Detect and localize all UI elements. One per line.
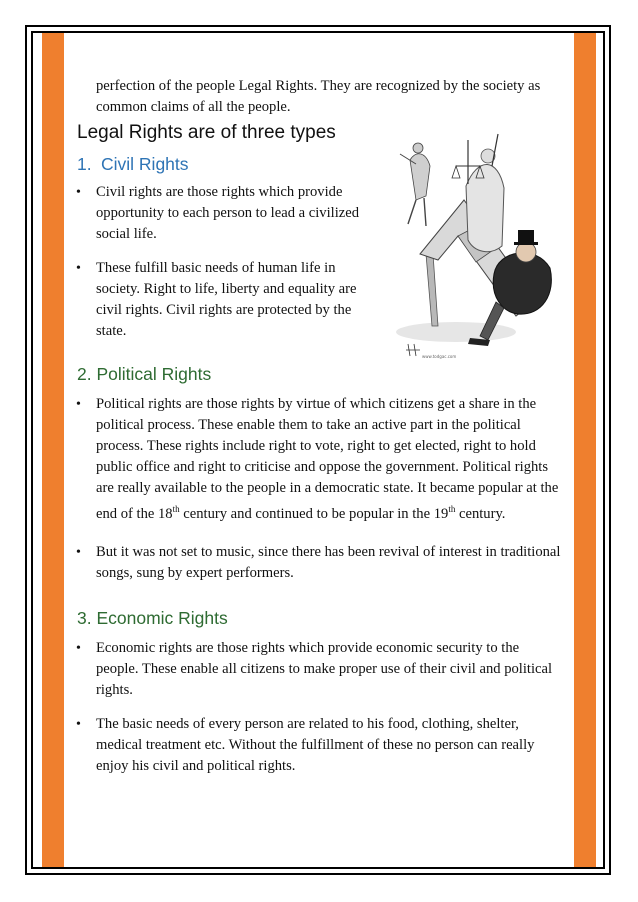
political-bullet-2-text: But it was not set to music, since there has been revival of interest in traditional songs, sung by expert performers. <box>96 544 561 581</box>
political-bullet-2 <box>76 542 564 584</box>
ordinal-suffix: th <box>172 504 180 514</box>
illustration-credit: www.todgac.com <box>422 354 457 359</box>
political-bullet-1-text-c: century. <box>455 505 506 522</box>
bullet-dot: • <box>76 397 81 412</box>
left-orange-stripe <box>42 33 64 867</box>
civil-bullet-2-text: These fulfill basic needs of human life in society. Right to life, liberty and equality are civil rights. Civil rights are protected by the state. <box>96 260 357 339</box>
economic-bullet-2 <box>76 714 564 777</box>
civil-bullet-1-text: Civil rights are those rights which provide opportunity to each person to lead a civilized social life. <box>96 184 360 242</box>
right-orange-stripe <box>574 33 596 867</box>
economic-bullet-2-text: The basic needs of every person are related to his food, clothing, shelter, medical treatment etc. Without the fulfillment of these no person can really enjoy his civil and political rights. <box>96 716 535 774</box>
economic-rights-heading: 3. Economic Rights <box>77 608 228 628</box>
civil-rights-title: Civil Rights <box>101 154 189 174</box>
civil-bullet-1 <box>76 182 374 245</box>
bullet-dot: • <box>76 641 81 656</box>
main-heading: Legal Rights are of three types <box>77 122 336 143</box>
civil-bullet-2 <box>76 258 374 342</box>
economic-bullet-1 <box>76 638 564 701</box>
political-rights-heading: 2. Political Rights <box>77 364 212 384</box>
civil-rights-heading <box>77 154 189 175</box>
bullet-dot: • <box>76 185 81 200</box>
civil-rights-number: 1. <box>77 154 92 174</box>
political-bullet-1 <box>76 394 564 525</box>
bullet-dot: • <box>76 717 81 732</box>
legal-rights-cartoon-illustration <box>386 126 556 362</box>
economic-bullet-1-text: Economic rights are those rights which provide economic security to the people. These enable all citizens to make proper use of their civil and political rights. <box>96 640 553 698</box>
political-bullet-1-text-a: Political rights are those rights by virtue of which citizens get a share in the political process. These enable them to take an active part in the political process. These rights include right to vote, right to get elected, right to hold public office and right to criticise and oppose the government. Political rights are really available to the people in a democratic state. It became popular at the end of the 18 <box>96 396 559 522</box>
intro-paragraph: perfection of the people Legal Rights. They are recognized by the society as common claims of all the people. <box>96 78 541 115</box>
political-bullet-1-text-b: century and continued to be popular in the 19 <box>179 505 449 522</box>
ordinal-suffix: th <box>448 504 456 514</box>
bullet-dot: • <box>76 545 81 560</box>
bullet-dot: • <box>76 261 81 276</box>
